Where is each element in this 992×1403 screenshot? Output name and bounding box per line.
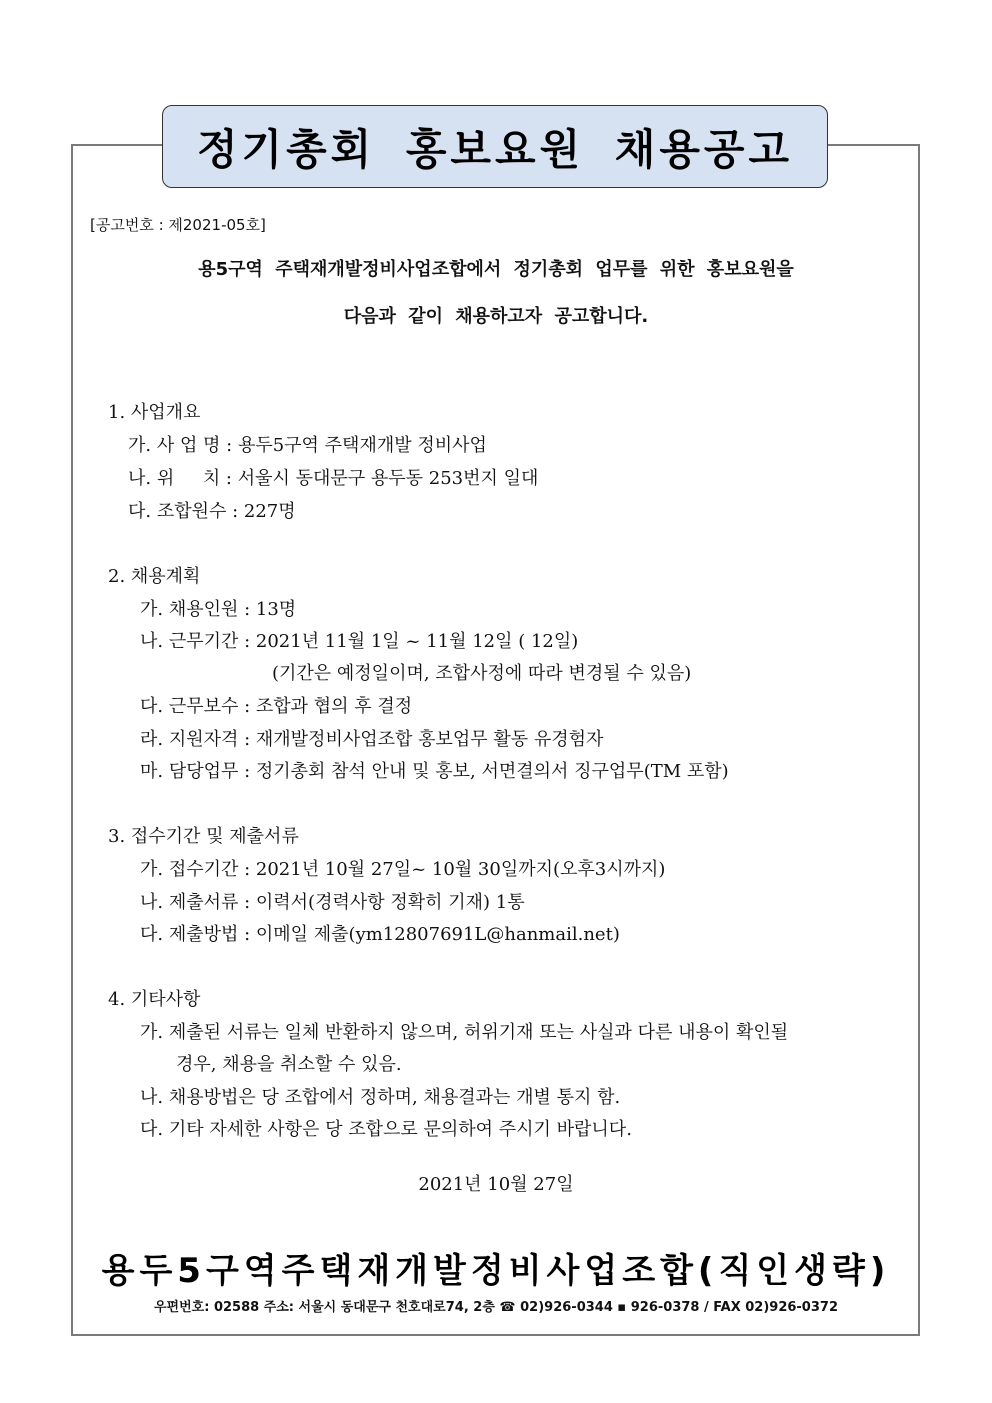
section-4-heading: 4. 기타사항 <box>108 989 201 1010</box>
section-1-item-a: 가. 사 업 명 : 용두5구역 주택재개발 정비사업 <box>128 435 487 456</box>
section-1-item-c: 다. 조합원수 : 227명 <box>128 501 296 522</box>
section-4-item-b: 나. 채용방법은 당 조합에서 정하며, 채용결과는 개별 통지 함. <box>140 1087 621 1108</box>
contact-footer: 우편번호: 02588 주소: 서울시 동대문구 천호대로74, 2층 ☎ 02)926-0344 ▪ 926-0378 / FAX 02)926-0372 <box>153 1300 838 1315</box>
section-3-heading: 3. 접수기간 및 제출서류 <box>108 826 299 847</box>
section-2-item-b: 나. 근무기간 : 2021년 11월 1일 ~ 11월 12일 ( 12일) <box>140 631 579 652</box>
section-2-item-d: 라. 지원자격 : 재개발정비사업조합 홍보업무 활동 유경험자 <box>140 729 604 750</box>
section-1-item-b: 나. 위 치 : 서울시 동대문구 용두동 253번지 일대 <box>128 468 539 489</box>
section-2-heading: 2. 채용계획 <box>108 566 201 587</box>
section-4-item-a-cont: 경우, 채용을 취소할 수 있음. <box>176 1054 402 1075</box>
title-banner <box>162 105 828 188</box>
section-2-item-a: 가. 채용인원 : 13명 <box>140 599 297 620</box>
section-3-item-b: 나. 제출서류 : 이력서(경력사항 정확히 기재) 1통 <box>140 892 525 913</box>
intro-line-1: 용5구역 주택재개발정비사업조합에서 정기총회 업무를 위한 홍보요원을 <box>198 259 794 280</box>
section-3-item-a: 가. 접수기간 : 2021년 10월 27일~ 10월 30일까지(오후3시까지) <box>140 859 666 880</box>
section-2-item-b-note: (기간은 예정일이며, 조합사정에 따라 변경될 수 있음) <box>272 663 692 684</box>
section-4-item-c: 다. 기타 자세한 사항은 당 조합으로 문의하여 주시기 바랍니다. <box>140 1119 632 1140</box>
section-2-item-c: 다. 근무보수 : 조합과 협의 후 결정 <box>140 696 413 717</box>
section-4-item-a: 가. 제출된 서류는 일체 반환하지 않으며, 허위기재 또는 사실과 다른 내용이 확인될 <box>140 1022 789 1043</box>
section-1-heading: 1. 사업개요 <box>108 402 201 423</box>
section-3-item-c: 다. 제출방법 : 이메일 제출(ym12807691L@hanmail.net) <box>140 924 620 945</box>
page-title: 정기총회 홍보요원 채용공고 <box>196 124 794 174</box>
intro-line-2: 다음과 같이 채용하고자 공고합니다. <box>343 306 649 327</box>
notice-number: [공고번호 : 제2021-05호] <box>90 216 266 234</box>
notice-date: 2021년 10월 27일 <box>418 1174 574 1195</box>
organization-name: 용두5구역주택재개발정비사업조합(직인생략) <box>101 1251 891 1291</box>
section-2-item-e: 마. 담당업무 : 정기총회 참석 안내 및 홍보, 서면결의서 징구업무(TM 포함) <box>140 761 729 782</box>
